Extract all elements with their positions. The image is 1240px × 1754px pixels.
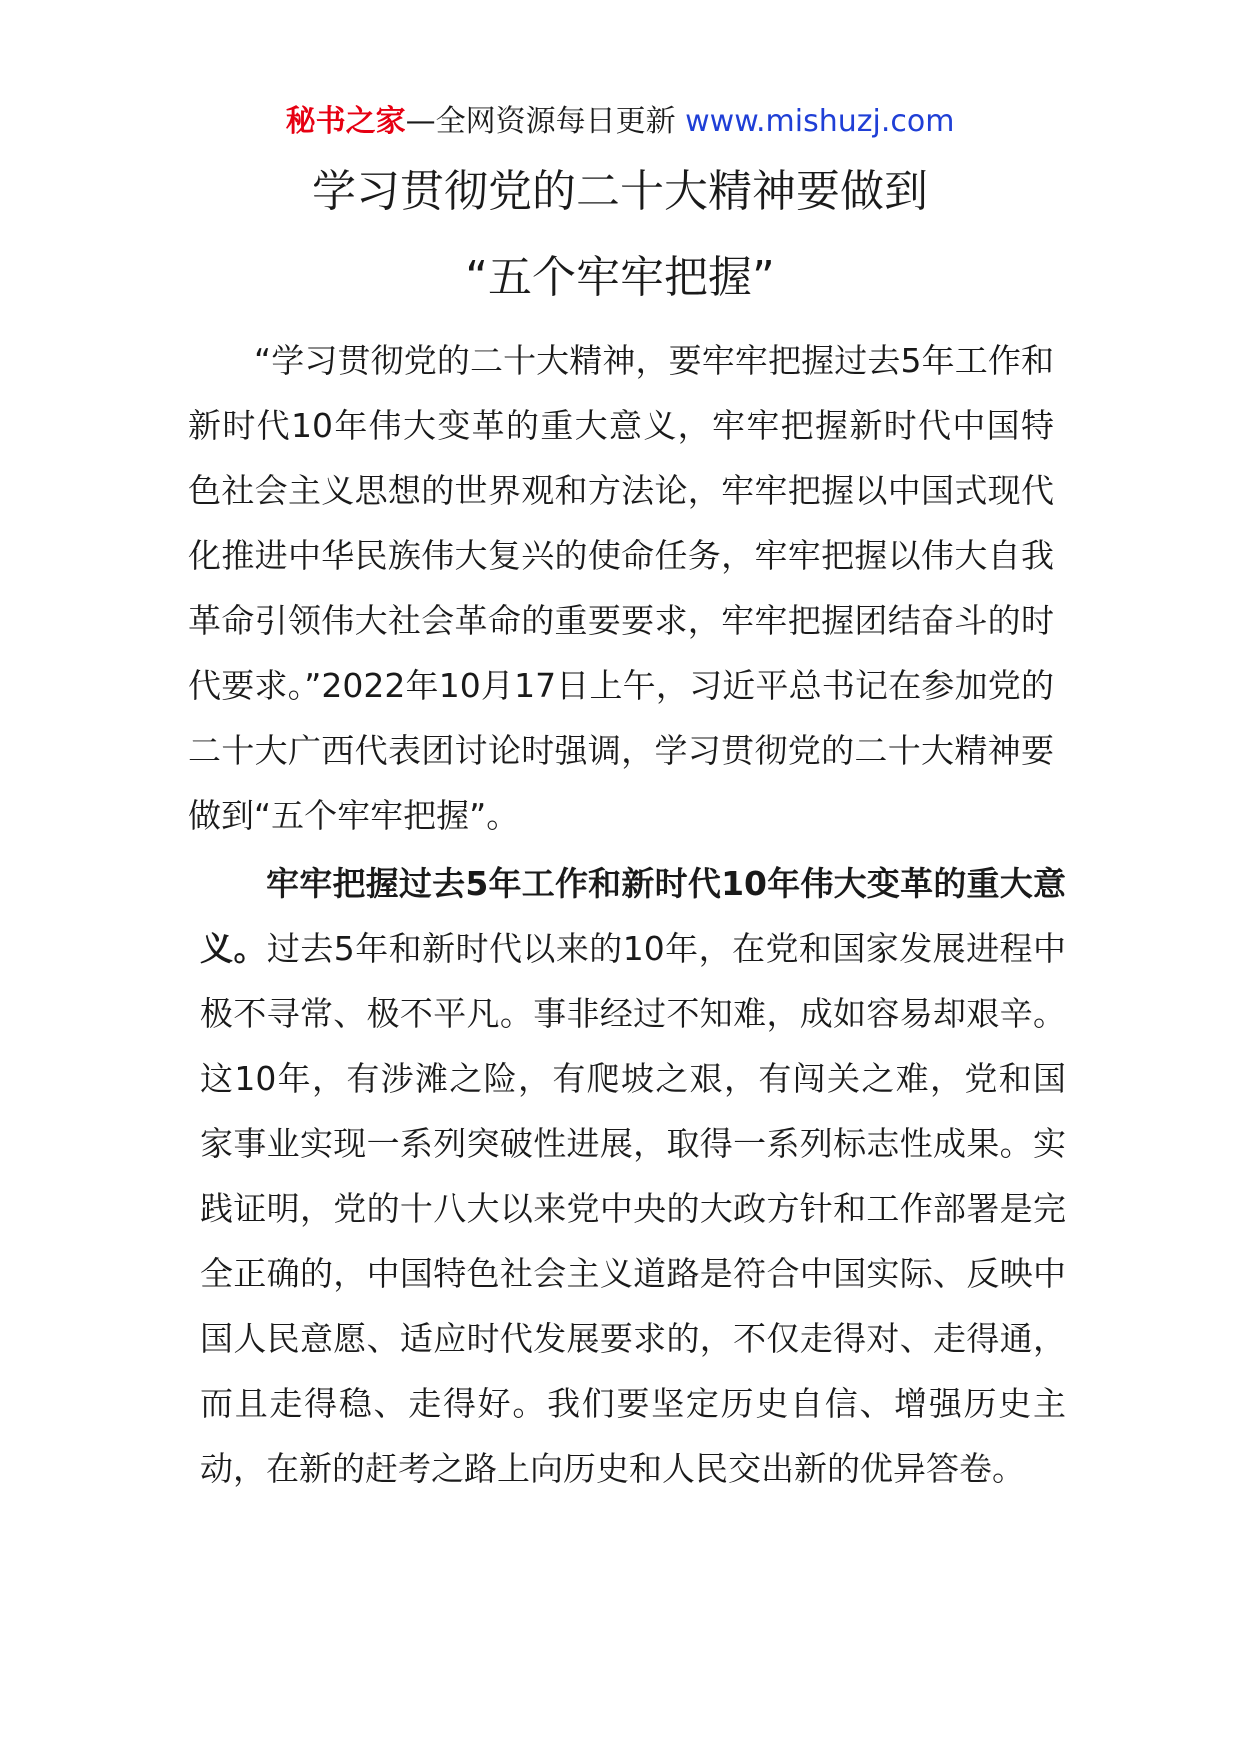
section-body: 过去5年和新时代以来的10年，在党和国家发展进程中极不寻常、极不平凡。事非经过不知难，成如容易却艰辛。这10年，有涉滩之险，有爬坡之艰，有闯关之难，党和国家事业实现一系列突破性进展，取得一系列标志性成果。实践证明，党的十八大以来党中央的大政方针和工作部署是完全正确的，中国特色社会主义道路是符合中国实际、反映中国人民意愿、适应时代发展要求的，不仅走得对、走得通，而且走得稳、走得好。我们要坚定历史自信、增强历史主动，在新的赶考之路上向历史和人民交出新的优异答卷。 — [200, 929, 1066, 1488]
document-title-line2: “五个牢牢把握” — [465, 252, 775, 303]
website-link[interactable]: www.mishuzj.com — [685, 104, 955, 139]
header-banner — [0, 100, 1240, 144]
section-heading: 牢牢把握过去5年工作和新时代10年伟大变革的重大意义。 — [200, 864, 1066, 968]
body-paragraph-section1 — [200, 851, 1066, 1501]
body-paragraph-intro: “学习贯彻党的二十大精神，要牢牢把握过去5年工作和新时代10年伟大变革的重大意义，牢牢把握新时代中国特色社会主义思想的世界观和方法论，牢牢把握以中国式现代化推进中华民族伟大复兴的使命任务，牢牢把握以伟大自我革命引领伟大社会革命的重要要求，牢牢把握团结奋斗的时代要求。”2022年10月17日上午，习近平总书记在参加党的二十大广西代表团讨论时强调，学习贯彻党的二十大精神要做到“五个牢牢把握”。 — [188, 341, 1054, 835]
brand-name: 秘书之家 — [285, 104, 406, 139]
banner-tagline: —全网资源每日更新 — [405, 104, 686, 139]
document-title-line1: 学习贯彻党的二十大精神要做到 — [312, 166, 928, 217]
